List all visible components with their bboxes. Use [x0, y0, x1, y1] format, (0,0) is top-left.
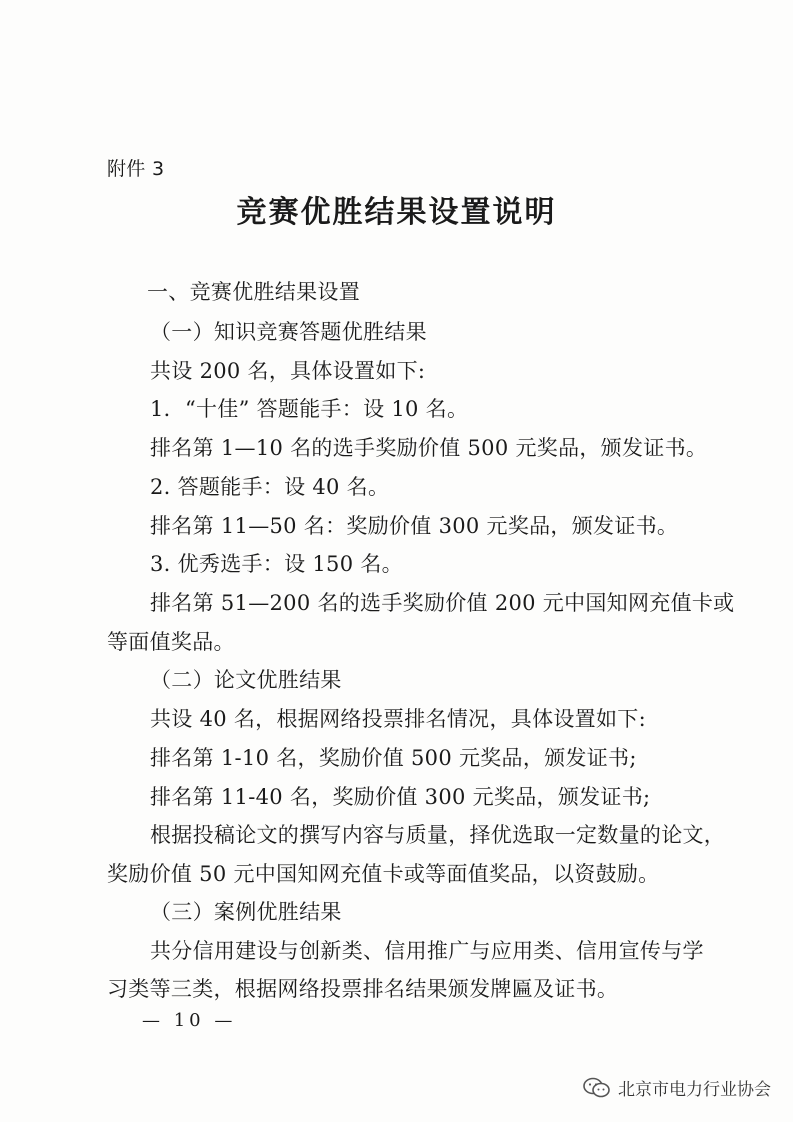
body-line: 共设 200 名，具体设置如下: [150, 359, 426, 383]
subsection-heading-1: （一）知识竞赛答题优胜结果 [150, 320, 427, 344]
document-title: 竞赛优胜结果设置说明 [236, 195, 557, 230]
body-line: 排名第 1—10 名的选手奖励价值 500 元奖品，颁发证书。 [150, 436, 708, 460]
body-line: 1．“十佳” 答题能手：设 10 名。 [150, 397, 469, 421]
subsection-heading-2: （二）论文优胜结果 [150, 668, 342, 692]
body-line: 2. 答题能手：设 40 名。 [150, 475, 390, 499]
section-heading: 一、竞赛优胜结果设置 [147, 280, 360, 304]
body-line: 排名第 1-10 名，奖励价值 500 元奖品，颁发证书; [150, 746, 637, 770]
attachment-label: 附件 3 [107, 158, 165, 180]
body-line: 共分信用建设与创新类、信用推广与应用类、信用宣传与学 [150, 939, 704, 963]
body-line: 共设 40 名，根据网络投票排名情况，具体设置如下: [150, 707, 646, 731]
body-line: 奖励价值 50 元中国知网充值卡或等面值奖品，以资鼓励。 [107, 862, 660, 886]
body-line: 排名第 51—200 名的选手奖励价值 200 元中国知网充值卡或 [150, 591, 735, 615]
watermark-text: 北京市电力行业协会 [618, 1080, 771, 1100]
body-line: 排名第 11—50 名：奖励价值 300 元奖品，颁发证书。 [150, 514, 679, 538]
wechat-icon [582, 1077, 612, 1099]
page-number: — 10 — [142, 1010, 237, 1031]
wechat-watermark [582, 1075, 771, 1100]
body-line: 等面值奖品。 [107, 630, 235, 654]
body-line: 习类等三类，根据网络投票排名结果颁发牌匾及证书。 [107, 977, 619, 1001]
body-line: 排名第 11-40 名，奖励价值 300 元奖品，颁发证书; [150, 785, 651, 809]
subsection-heading-3: （三）案例优胜结果 [150, 900, 342, 924]
body-line: 根据投稿论文的撰写内容与质量，择优选取一定数量的论文， [150, 823, 726, 847]
body-line: 3. 优秀选手：设 150 名。 [150, 552, 403, 576]
